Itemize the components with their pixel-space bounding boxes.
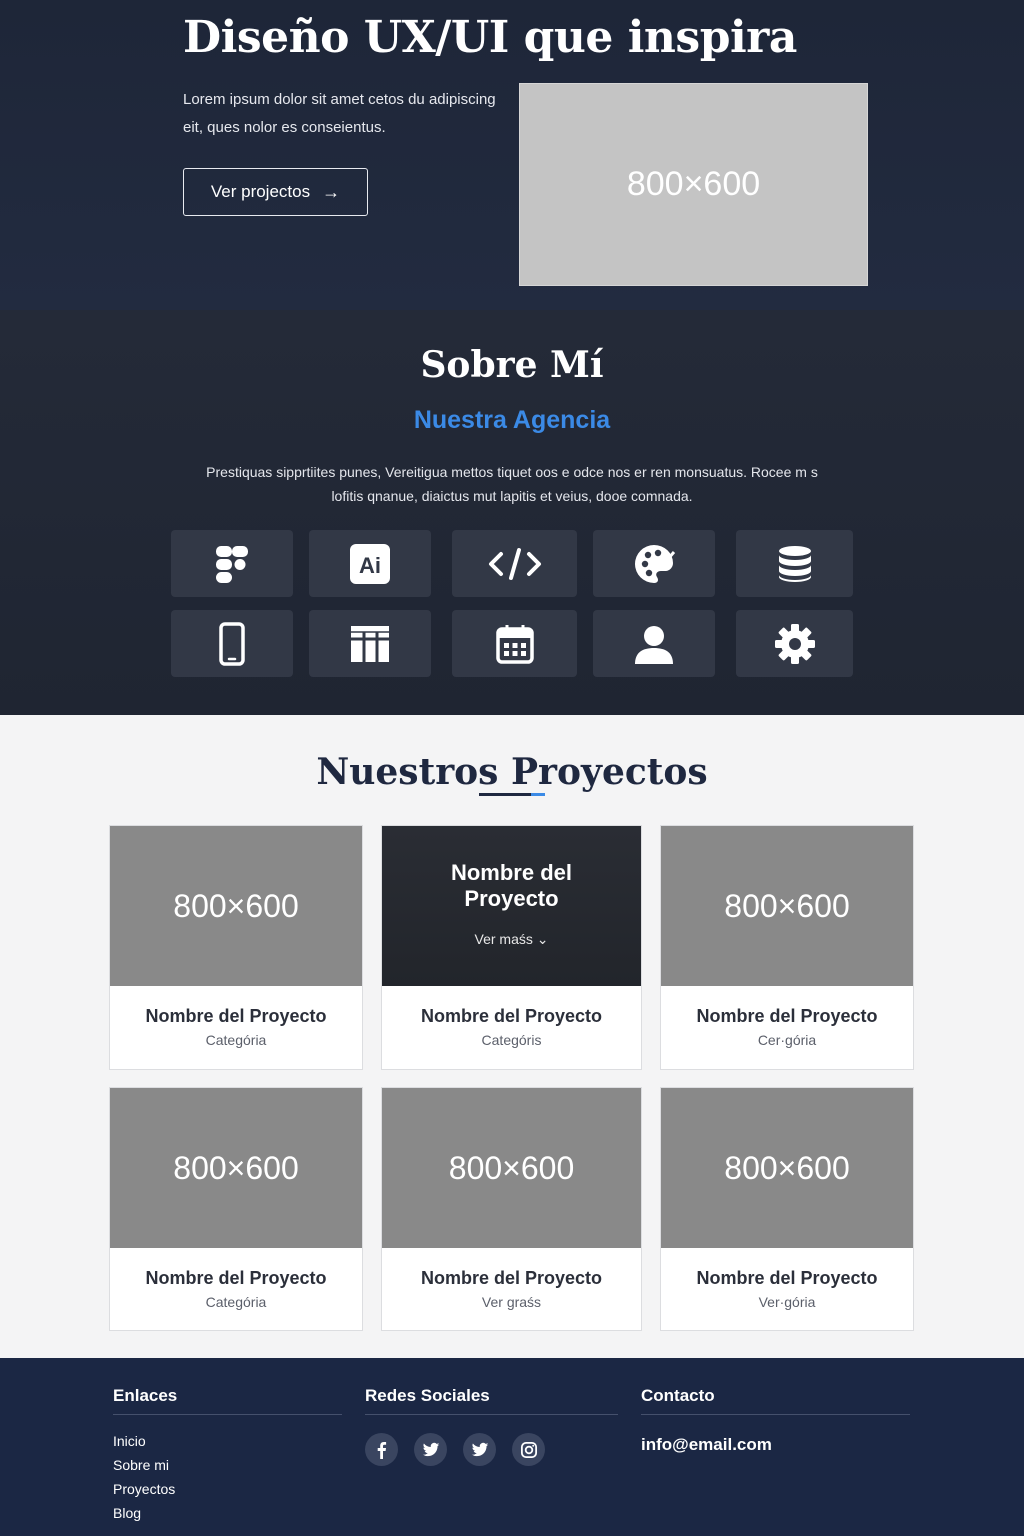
footer-social-column bbox=[365, 1386, 618, 1466]
twitter-link[interactable] bbox=[463, 1433, 496, 1466]
projects-title-underline bbox=[479, 793, 545, 796]
project-name: Nombre del Proyecto bbox=[696, 1006, 878, 1026]
database-icon bbox=[773, 542, 817, 586]
project-name: Nombre del Proyecto bbox=[420, 1268, 603, 1288]
arrow-right-icon: → bbox=[322, 181, 341, 202]
user-icon bbox=[632, 622, 676, 666]
project-category: Ver·gória bbox=[758, 1294, 816, 1310]
tool-user[interactable] bbox=[593, 610, 715, 677]
footer-contact-heading: Contacto bbox=[641, 1386, 910, 1415]
footer-social-heading: Redes Sociales bbox=[365, 1386, 618, 1415]
project-card[interactable] bbox=[109, 825, 363, 1070]
instagram-link[interactable] bbox=[512, 1433, 545, 1466]
footer-link-proyectos[interactable]: Proyectos bbox=[113, 1481, 176, 1497]
about-subtitle: Nuestra Agencia bbox=[413, 406, 611, 434]
projects-title: Nuestros Proyectos bbox=[316, 751, 708, 793]
project-card-hover[interactable] bbox=[381, 825, 642, 1070]
illustrator-icon bbox=[348, 542, 392, 586]
project-category: Ver graśs bbox=[481, 1294, 542, 1310]
project-name: Nombre del Proyecto bbox=[696, 1268, 878, 1288]
gear-icon bbox=[773, 622, 817, 666]
figma-icon bbox=[210, 542, 254, 586]
code-icon bbox=[485, 542, 545, 586]
footer-links-heading: Enlaces bbox=[113, 1386, 342, 1415]
twitter-link[interactable] bbox=[414, 1433, 447, 1466]
project-name: Nombre del Proyecto bbox=[145, 1268, 327, 1288]
contact-email[interactable]: info@email.com bbox=[641, 1435, 772, 1454]
mobile-icon bbox=[210, 622, 254, 666]
facebook-icon bbox=[373, 1441, 391, 1459]
palette-icon bbox=[632, 542, 676, 586]
projects-section bbox=[0, 715, 1024, 1358]
tool-illustrator[interactable] bbox=[309, 530, 431, 597]
hero-description: Lorem ipsum dolor sit amet cetos du adipiscing eit, ques nolor es conseientus. bbox=[183, 91, 496, 136]
project-image-placeholder bbox=[110, 826, 362, 986]
project-image-label: 800×600 bbox=[724, 1149, 850, 1186]
project-category: Cer·gória bbox=[757, 1032, 817, 1048]
view-projects-button[interactable] bbox=[183, 168, 368, 216]
hero-section bbox=[0, 0, 1024, 310]
tool-figma[interactable] bbox=[171, 530, 293, 597]
about-section bbox=[0, 310, 1024, 715]
project-image-placeholder bbox=[382, 1088, 641, 1248]
project-image-placeholder bbox=[661, 1088, 913, 1248]
hero-image-label: 800×600 bbox=[626, 165, 761, 203]
footer-link-blog[interactable]: Blog bbox=[113, 1505, 142, 1521]
project-name: Nombre del Proyecto bbox=[420, 1006, 603, 1026]
project-card[interactable] bbox=[660, 1087, 914, 1331]
instagram-icon bbox=[520, 1441, 538, 1459]
project-image-label: 800×600 bbox=[173, 1149, 299, 1186]
tool-settings[interactable] bbox=[736, 610, 853, 677]
project-category: Categória bbox=[205, 1294, 267, 1310]
facebook-link[interactable] bbox=[365, 1433, 398, 1466]
footer-links-column bbox=[113, 1386, 342, 1525]
tool-grid[interactable] bbox=[309, 610, 431, 677]
project-image-placeholder bbox=[110, 1088, 362, 1248]
calendar-icon bbox=[493, 622, 537, 666]
grid-layout-icon bbox=[348, 622, 392, 666]
project-card[interactable] bbox=[109, 1087, 363, 1331]
about-description: Prestiquas sipprtiites punes, Vereitigua mettos tiquet oos e odce nos er ren monsuatus. Rocee m s lofitis qnanue, diaictus mut lapitis et veius, dooe comnada. bbox=[206, 464, 818, 504]
project-card[interactable] bbox=[660, 825, 914, 1070]
twitter-icon bbox=[471, 1441, 489, 1459]
project-card[interactable] bbox=[381, 1087, 642, 1331]
view-projects-label: Ver projectos bbox=[210, 182, 311, 201]
about-title: Sobre Mí bbox=[420, 344, 604, 386]
footer-link-sobre-mi[interactable]: Sobre mi bbox=[113, 1457, 170, 1473]
tool-palette[interactable] bbox=[593, 530, 715, 597]
tool-mobile[interactable] bbox=[171, 610, 293, 677]
project-category: Categória bbox=[205, 1032, 267, 1048]
project-category: Categóris bbox=[481, 1032, 542, 1048]
svg-text:Ai: Ai bbox=[359, 552, 381, 578]
tool-calendar[interactable] bbox=[452, 610, 577, 677]
tool-database[interactable] bbox=[736, 530, 853, 597]
tool-code[interactable] bbox=[452, 530, 577, 597]
tools-grid bbox=[171, 530, 855, 678]
overlay-project-name: Nombre del Proyecto bbox=[450, 860, 573, 911]
footer-links-list bbox=[113, 1429, 342, 1525]
footer-link-inicio[interactable]: Inicio bbox=[113, 1433, 146, 1449]
project-image-label: 800×600 bbox=[448, 1149, 575, 1186]
hero-image-placeholder bbox=[519, 83, 868, 286]
project-hover-overlay bbox=[382, 826, 641, 986]
social-icons bbox=[365, 1433, 618, 1466]
twitter-icon bbox=[422, 1441, 440, 1459]
project-image-label: 800×600 bbox=[173, 887, 299, 924]
footer-contact-column bbox=[641, 1386, 910, 1455]
view-more-link[interactable]: Ver maśs ⌄ bbox=[474, 931, 549, 947]
project-name: Nombre del Proyecto bbox=[145, 1006, 327, 1026]
footer bbox=[0, 1358, 1024, 1536]
project-image-label: 800×600 bbox=[724, 887, 850, 924]
project-image-placeholder bbox=[661, 826, 913, 986]
hero-title: Diseño UX/UI que inspira bbox=[183, 12, 797, 63]
